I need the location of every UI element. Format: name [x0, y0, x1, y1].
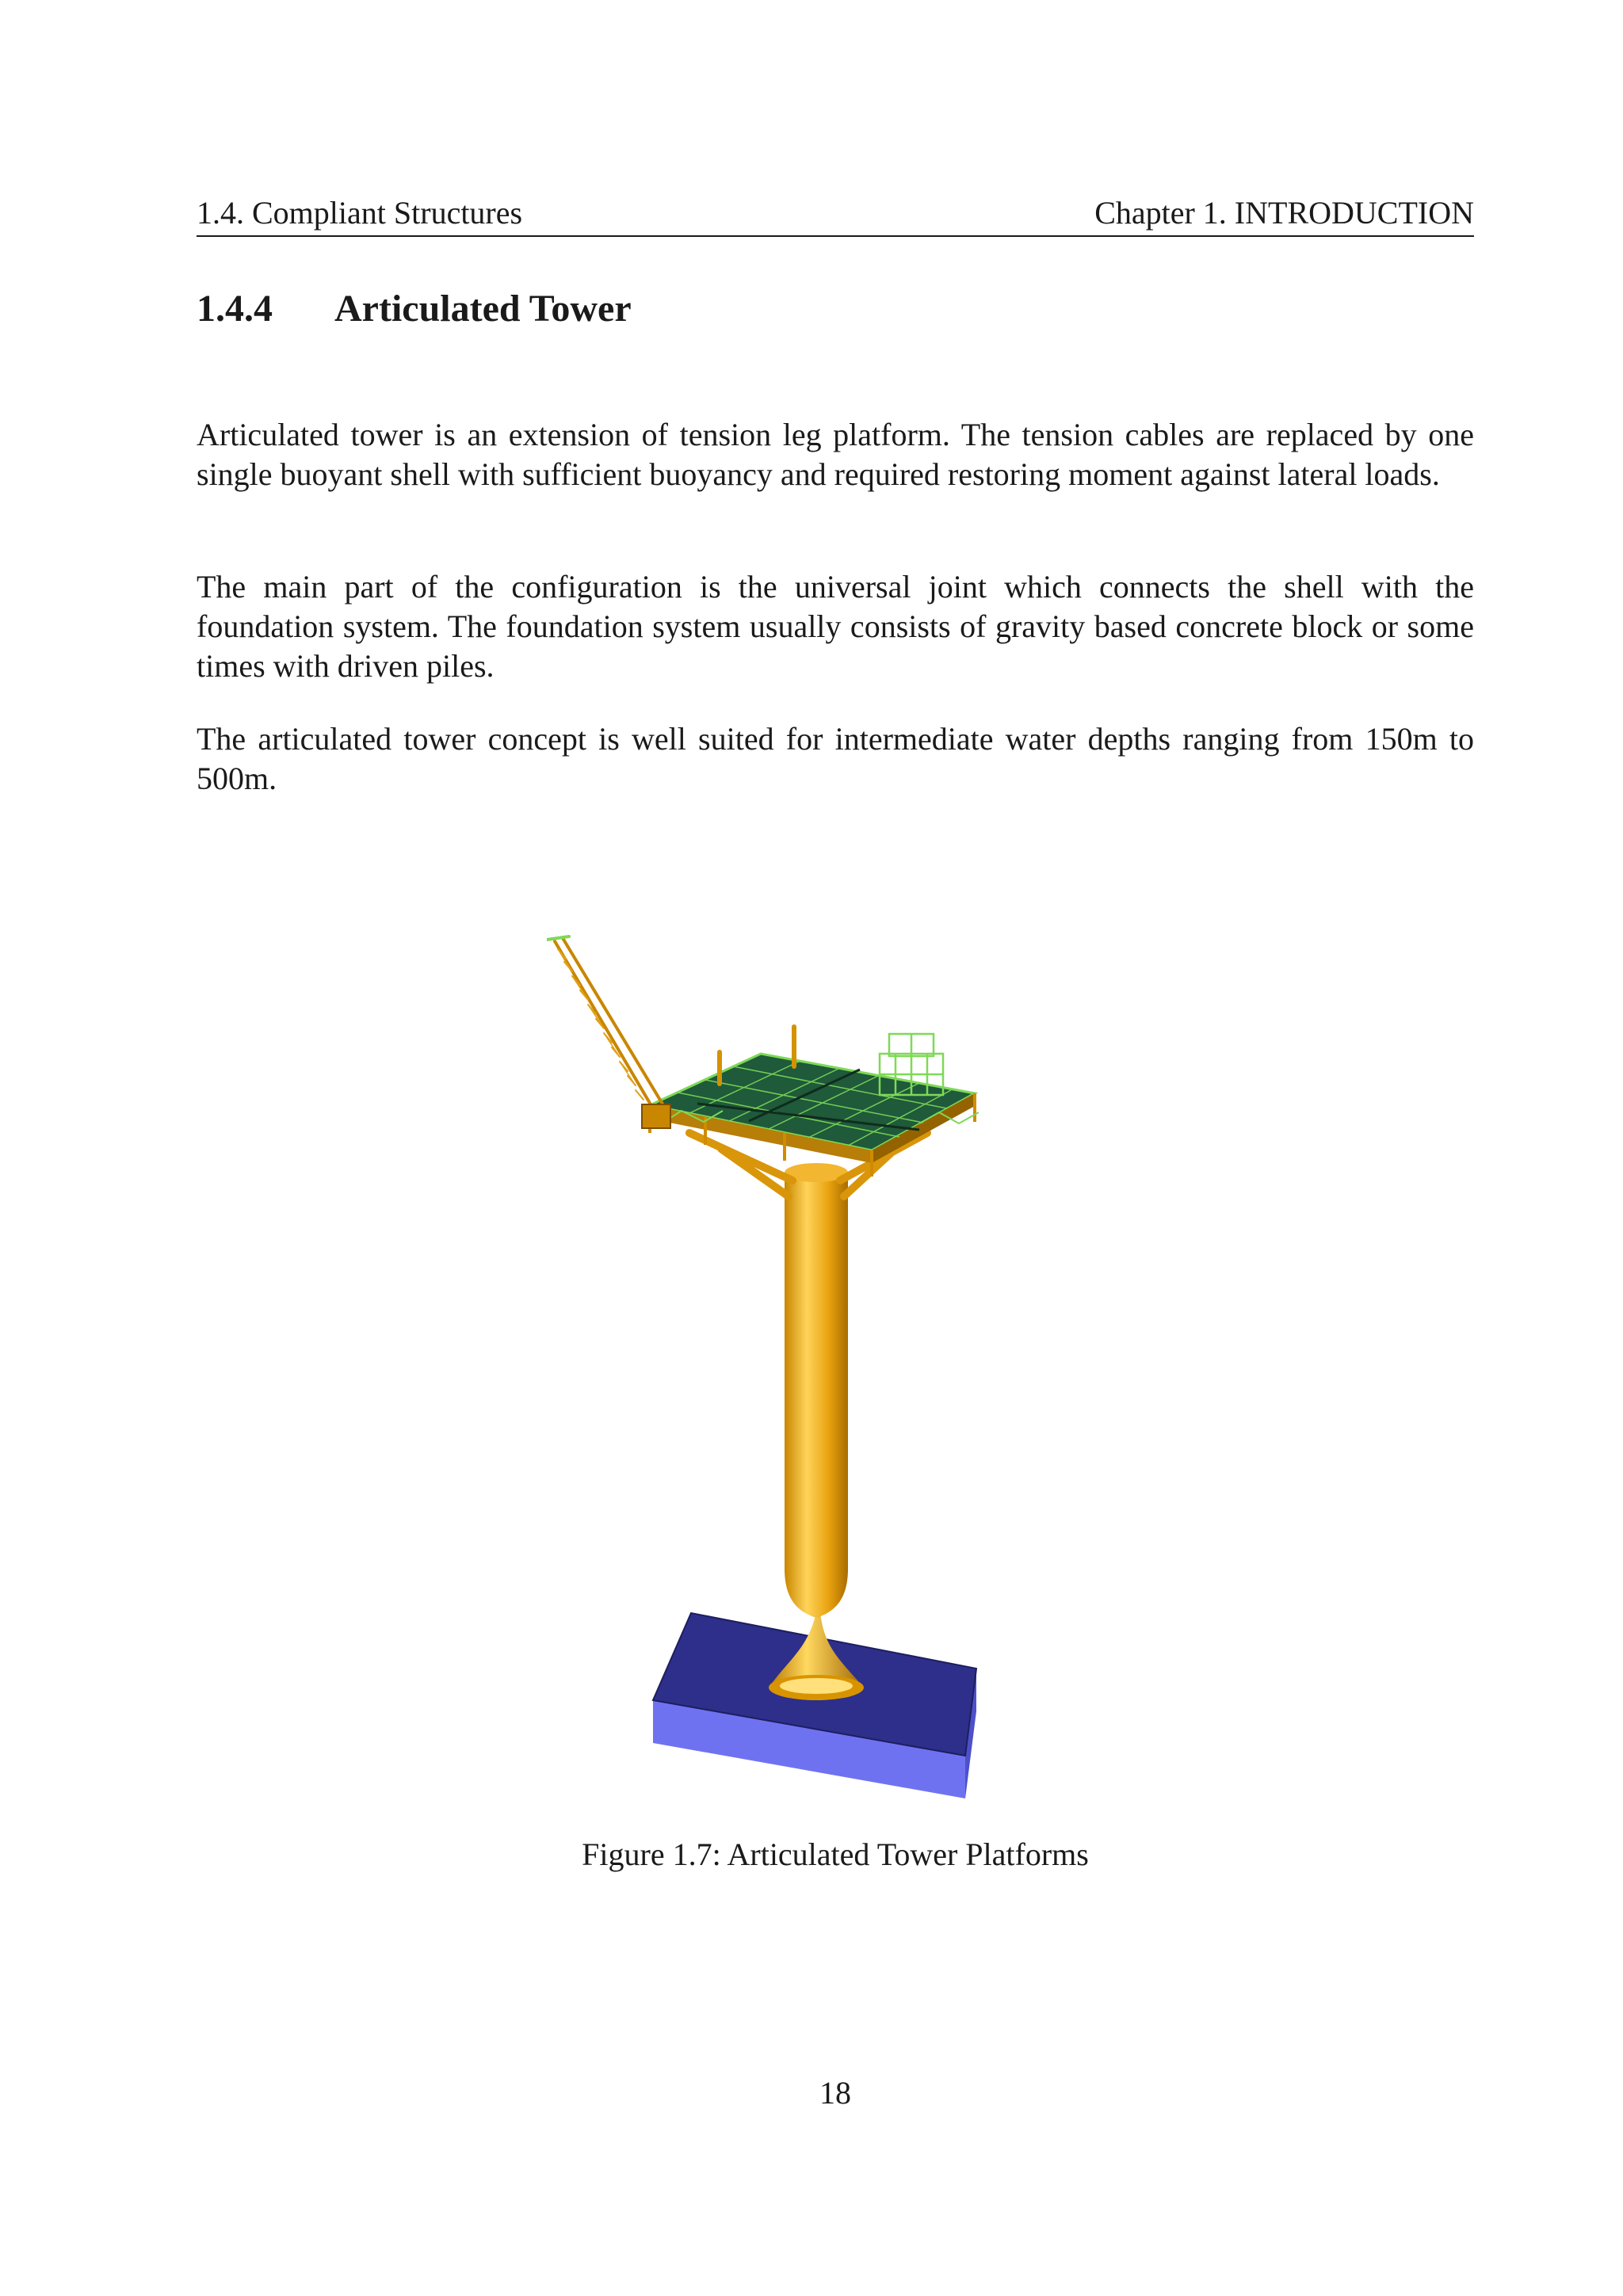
figure-caption: Figure 1.7: Articulated Tower Platforms [582, 1836, 1089, 1872]
section-title: Articulated Tower [334, 288, 632, 330]
section-heading [197, 285, 632, 333]
articulated-tower-figure [547, 935, 991, 1798]
paragraph-3: The articulated tower concept is well suited for intermediate water depths ranging from 150m to 500m. [197, 721, 1474, 796]
paragraph-2: The main part of the configuration is the universal joint which connects the shell with the foundation system. The foundation system usually consists of gravity based concrete block or some times with driven piles. [197, 569, 1474, 684]
crane-boom [547, 936, 670, 1128]
running-header-section: 1.4. Compliant Structures [197, 195, 523, 231]
page-number: 18 [819, 2075, 851, 2111]
running-header-chapter: Chapter 1. INTRODUCTION [1094, 195, 1474, 231]
section-number: 1.4.4 [197, 288, 273, 330]
buoyant-shell-column [785, 1163, 848, 1618]
header-rule [197, 235, 1474, 237]
running-header [197, 193, 1474, 233]
paragraph-1: Articulated tower is an extension of tension leg platform. The tension cables are replaced by one single buoyant shell with sufficient buoyancy and required restoring moment against lateral loads. [197, 417, 1474, 492]
